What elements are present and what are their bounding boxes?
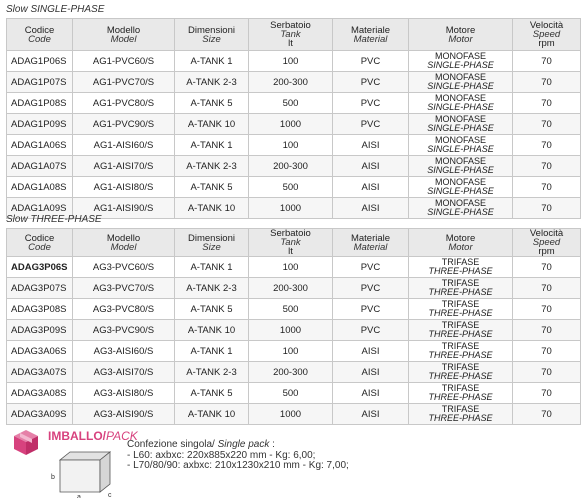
cell-rpm: 70 xyxy=(513,93,581,114)
table-row xyxy=(7,93,581,114)
single-pack-label: Confezione singola/ Single pack : xyxy=(127,439,275,450)
cell-code: ADAG1A08S xyxy=(7,177,73,198)
cell-model: AG1-AISI60/S xyxy=(73,135,175,156)
header-tank: Serbatoio Tank lt xyxy=(249,229,333,257)
cell-motor: MONOFASE SINGLE-PHASE xyxy=(409,177,513,198)
header-code: Codice Code xyxy=(7,19,73,51)
three-phase-table xyxy=(6,228,581,425)
cell-size: A-TANK 2-3 xyxy=(175,278,249,299)
single-phase-table xyxy=(6,18,581,219)
header-code: Codice Code xyxy=(7,229,73,257)
cell-material: PVC xyxy=(333,257,409,278)
table-row xyxy=(7,257,581,278)
cell-rpm: 70 xyxy=(513,383,581,404)
cell-model: AG1-PVC60/S xyxy=(73,51,175,72)
cell-code: ADAG1P07S xyxy=(7,72,73,93)
cell-rpm: 70 xyxy=(513,320,581,341)
header-motor: Motore Motor xyxy=(409,229,513,257)
cell-rpm: 70 xyxy=(513,114,581,135)
cell-motor: MONOFASE SINGLE-PHASE xyxy=(409,51,513,72)
packaging-details xyxy=(127,440,349,472)
cell-motor: MONOFASE SINGLE-PHASE xyxy=(409,72,513,93)
cell-code: ADAG1P06S xyxy=(7,51,73,72)
cell-model: AG3-PVC60/S xyxy=(73,257,175,278)
cell-material: AISI xyxy=(333,135,409,156)
cell-tank: 1000 xyxy=(249,114,333,135)
cell-rpm: 70 xyxy=(513,278,581,299)
cell-tank: 200-300 xyxy=(249,278,333,299)
cell-model: AG1-AISI70/S xyxy=(73,156,175,177)
cell-motor: MONOFASE SINGLE-PHASE xyxy=(409,156,513,177)
cell-size: A-TANK 2-3 xyxy=(175,72,249,93)
cell-material: AISI xyxy=(333,362,409,383)
header-material: Materiale Material xyxy=(333,19,409,51)
cell-material: AISI xyxy=(333,383,409,404)
cell-motor: TRIFASE THREE-PHASE xyxy=(409,404,513,425)
cell-material: AISI xyxy=(333,404,409,425)
cell-tank: 500 xyxy=(249,177,333,198)
cell-tank: 500 xyxy=(249,299,333,320)
packaging-section xyxy=(6,424,580,498)
header-model: Modello Model xyxy=(73,229,175,257)
cell-rpm: 70 xyxy=(513,177,581,198)
cell-motor: TRIFASE THREE-PHASE xyxy=(409,341,513,362)
cell-material: PVC xyxy=(333,51,409,72)
packaging-title: IMBALLO/PACK xyxy=(48,429,138,443)
cell-rpm: 70 xyxy=(513,362,581,383)
cell-material: AISI xyxy=(333,341,409,362)
header-speed: Velocità Speed rpm xyxy=(513,229,581,257)
header-size: Dimensioni Size xyxy=(175,19,249,51)
cell-tank: 1000 xyxy=(249,320,333,341)
header-size: Dimensioni Size xyxy=(175,229,249,257)
cell-size: A-TANK 2-3 xyxy=(175,156,249,177)
table-row xyxy=(7,299,581,320)
cell-code: ADAG3P08S xyxy=(7,299,73,320)
cell-tank: 100 xyxy=(249,341,333,362)
cell-code: ADAG3A08S xyxy=(7,383,73,404)
pack-line-l70-90: - L70/80/90: axbxc: 210x1230x210 mm - Kg: 7,00; xyxy=(127,460,349,471)
cell-rpm: 70 xyxy=(513,156,581,177)
header-material: Materiale Material xyxy=(333,229,409,257)
cell-material: AISI xyxy=(333,177,409,198)
box-label-b: b xyxy=(51,474,55,481)
cell-motor: MONOFASE SINGLE-PHASE xyxy=(409,135,513,156)
cell-rpm: 70 xyxy=(513,135,581,156)
table-row xyxy=(7,278,581,299)
header-tank: Serbatoio Tank lt xyxy=(249,19,333,51)
cell-code: ADAG3A07S xyxy=(7,362,73,383)
cell-size: A-TANK 5 xyxy=(175,93,249,114)
cell-motor: TRIFASE THREE-PHASE xyxy=(409,257,513,278)
cell-tank: 500 xyxy=(249,93,333,114)
table-row xyxy=(7,51,581,72)
cell-motor: MONOFASE SINGLE-PHASE xyxy=(409,198,513,219)
cell-rpm: 70 xyxy=(513,341,581,362)
table-row xyxy=(7,362,581,383)
cell-motor: TRIFASE THREE-PHASE xyxy=(409,383,513,404)
cell-motor: TRIFASE THREE-PHASE xyxy=(409,320,513,341)
cell-material: AISI xyxy=(333,156,409,177)
cell-model: AG1-AISI90/S xyxy=(73,198,175,219)
cell-material: PVC xyxy=(333,114,409,135)
cell-model: AG1-AISI80/S xyxy=(73,177,175,198)
cell-code: ADAG1P08S xyxy=(7,93,73,114)
cell-rpm: 70 xyxy=(513,257,581,278)
cell-code: ADAG1A09S xyxy=(7,198,73,219)
box-dimensions-diagram xyxy=(44,448,124,498)
cell-motor: MONOFASE SINGLE-PHASE xyxy=(409,93,513,114)
table-row xyxy=(7,135,581,156)
header-model: Modello Model xyxy=(73,19,175,51)
cell-code: ADAG1P09S xyxy=(7,114,73,135)
cell-model: AG3-AISI60/S xyxy=(73,341,175,362)
cell-material: PVC xyxy=(333,93,409,114)
cell-size: A-TANK 10 xyxy=(175,404,249,425)
cell-size: A-TANK 10 xyxy=(175,320,249,341)
cell-tank: 100 xyxy=(249,257,333,278)
cell-model: AG1-PVC80/S xyxy=(73,93,175,114)
cell-motor: TRIFASE THREE-PHASE xyxy=(409,362,513,383)
table-row xyxy=(7,404,581,425)
cell-model: AG3-AISI90/S xyxy=(73,404,175,425)
box-label-c: c xyxy=(108,492,112,498)
cell-tank: 200-300 xyxy=(249,156,333,177)
cell-motor: TRIFASE THREE-PHASE xyxy=(409,278,513,299)
cell-rpm: 70 xyxy=(513,72,581,93)
cell-size: A-TANK 10 xyxy=(175,114,249,135)
cell-tank: 1000 xyxy=(249,198,333,219)
cell-model: AG3-PVC70/S xyxy=(73,278,175,299)
table-row xyxy=(7,341,581,362)
package-icon xyxy=(12,428,40,456)
cell-tank: 200-300 xyxy=(249,362,333,383)
section-title-three-phase: Slow THREE-PHASE xyxy=(6,214,102,225)
cell-material: PVC xyxy=(333,320,409,341)
cell-rpm: 70 xyxy=(513,404,581,425)
pack-line-l60: - L60: axbxc: 220x885x220 mm - Kg: 6,00; xyxy=(127,449,316,461)
cell-size: A-TANK 1 xyxy=(175,135,249,156)
cell-code: ADAG3P09S xyxy=(7,320,73,341)
cell-motor: MONOFASE SINGLE-PHASE xyxy=(409,114,513,135)
cell-motor: TRIFASE THREE-PHASE xyxy=(409,299,513,320)
table-row xyxy=(7,383,581,404)
cell-material: PVC xyxy=(333,278,409,299)
cell-size: A-TANK 1 xyxy=(175,51,249,72)
table-row xyxy=(7,114,581,135)
cell-code: ADAG3P07S xyxy=(7,278,73,299)
cell-material: AISI xyxy=(333,198,409,219)
cell-code: ADAG3A06S xyxy=(7,341,73,362)
cell-code: ADAG3P06S xyxy=(7,257,73,278)
cell-model: AG3-AISI80/S xyxy=(73,383,175,404)
cell-material: PVC xyxy=(333,299,409,320)
table-row xyxy=(7,320,581,341)
cell-size: A-TANK 10 xyxy=(175,198,249,219)
cell-size: A-TANK 5 xyxy=(175,177,249,198)
cell-tank: 200-300 xyxy=(249,72,333,93)
cell-model: AG3-PVC90/S xyxy=(73,320,175,341)
cell-model: AG3-PVC80/S xyxy=(73,299,175,320)
cell-model: AG3-AISI70/S xyxy=(73,362,175,383)
cell-code: ADAG1A07S xyxy=(7,156,73,177)
cell-tank: 1000 xyxy=(249,404,333,425)
table-row xyxy=(7,177,581,198)
header-motor: Motore Motor xyxy=(409,19,513,51)
cell-size: A-TANK 5 xyxy=(175,299,249,320)
box-label-a: a xyxy=(77,494,81,498)
cell-rpm: 70 xyxy=(513,299,581,320)
cell-size: A-TANK 1 xyxy=(175,257,249,278)
cell-tank: 500 xyxy=(249,383,333,404)
cell-model: AG1-PVC90/S xyxy=(73,114,175,135)
table-row xyxy=(7,156,581,177)
cell-model: AG1-PVC70/S xyxy=(73,72,175,93)
cell-code: ADAG3A09S xyxy=(7,404,73,425)
cell-size: A-TANK 2-3 xyxy=(175,362,249,383)
header-speed: Velocità Speed rpm xyxy=(513,19,581,51)
cell-size: A-TANK 1 xyxy=(175,341,249,362)
cell-material: PVC xyxy=(333,72,409,93)
table-row xyxy=(7,72,581,93)
cell-tank: 100 xyxy=(249,135,333,156)
cell-rpm: 70 xyxy=(513,198,581,219)
section-title-single-phase: Slow SINGLE-PHASE xyxy=(6,4,105,15)
cell-rpm: 70 xyxy=(513,51,581,72)
cell-size: A-TANK 5 xyxy=(175,383,249,404)
cell-tank: 100 xyxy=(249,51,333,72)
cell-code: ADAG1A06S xyxy=(7,135,73,156)
